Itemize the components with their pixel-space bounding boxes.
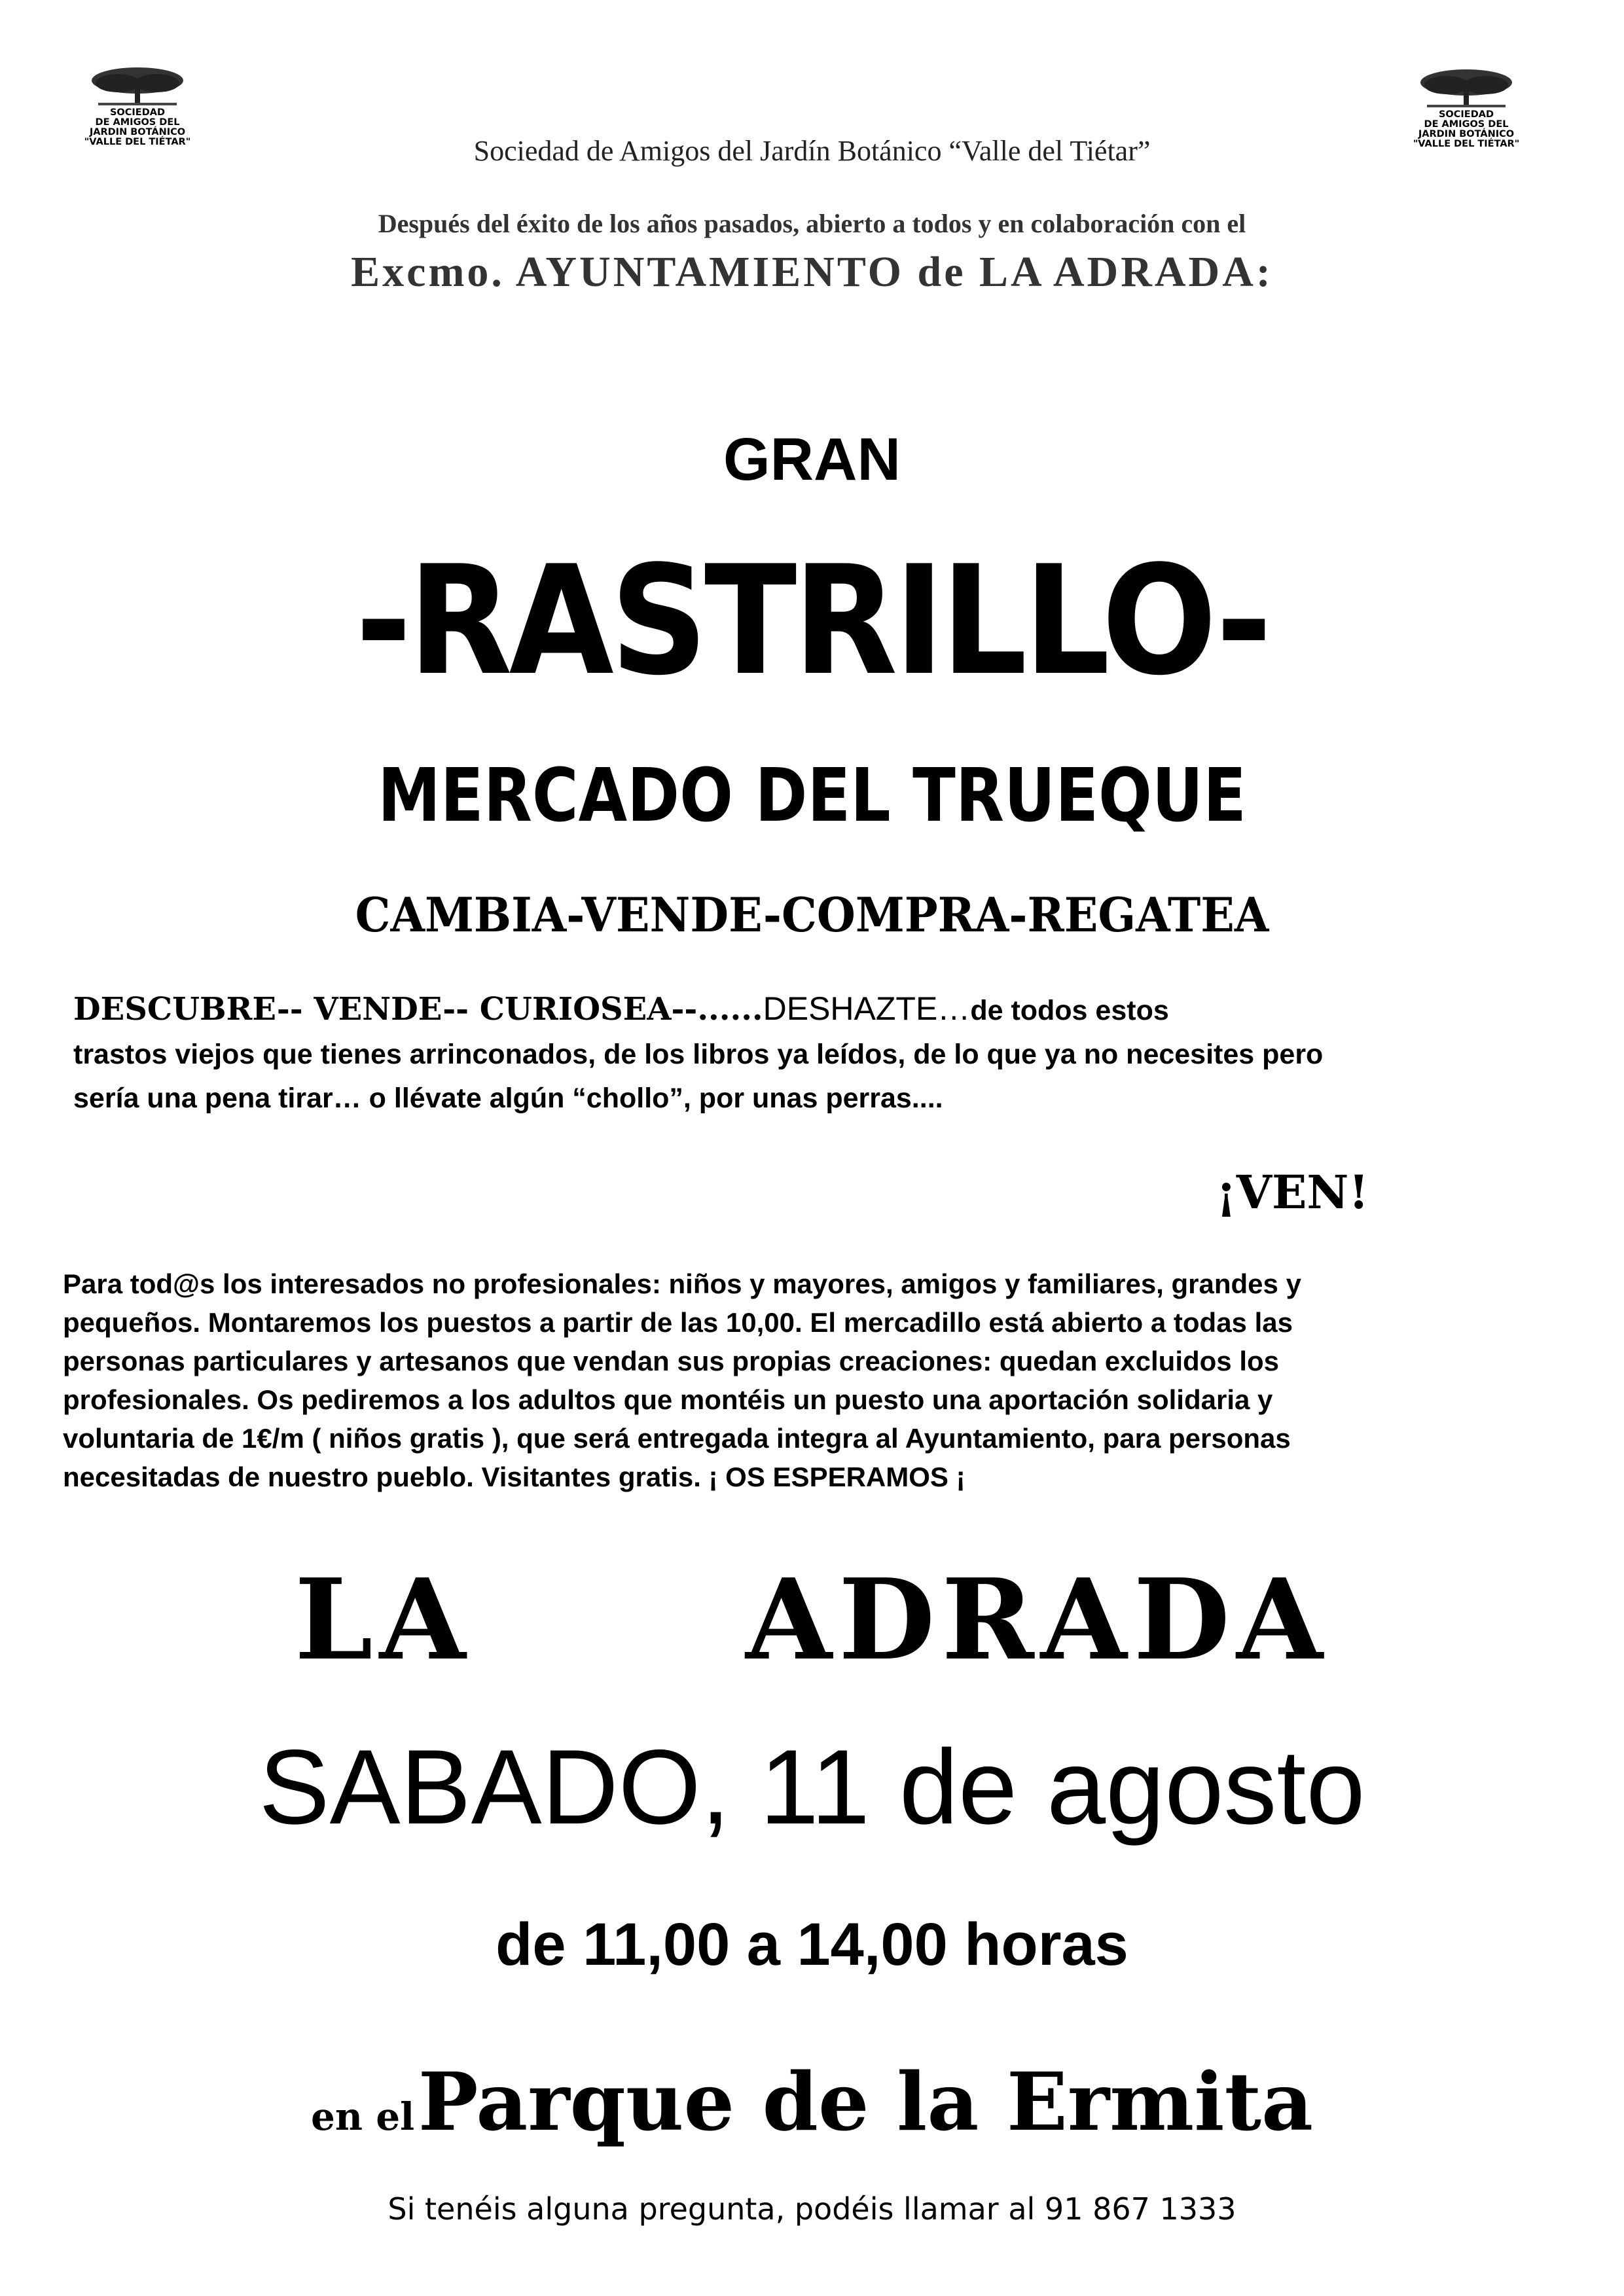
contact-info: Si tenéis alguna pregunta, podéis llamar al 91 867 1333 xyxy=(388,2191,1236,2227)
description-block xyxy=(73,987,1579,1121)
details-paragraph xyxy=(63,1265,1568,1496)
ayuntamiento-heading: Excmo. AYUNTAMIENTO de LA ADRADA: xyxy=(351,248,1273,296)
intro-text: Después del éxito de los años pasados, abierto a todos y en colaboración con el xyxy=(378,209,1246,238)
description-line: trastos viejos que tienes arrinconados, de los libros ya leídos, de lo que ya no necesites pero xyxy=(73,1039,1324,1070)
logo-line: DE AMIGOS DEL xyxy=(95,117,180,128)
details-line: profesionales. Os pediremos a los adultos que montéis un puesto una aportación solidaria y xyxy=(63,1384,1273,1415)
event-venue xyxy=(0,2054,1624,2149)
logo-line: SOCIEDAD xyxy=(109,107,165,118)
mercado-subtitle: MERCADO DEL TRUEQUE xyxy=(378,753,1246,838)
logo-line: JARDIN BOTÁNICO xyxy=(1418,129,1515,139)
logo-line: "VALLE DEL TIÉTAR" xyxy=(84,137,191,147)
logo-line: "VALLE DEL TIÉTAR" xyxy=(1413,139,1520,149)
cambia-tagline: CAMBIA-VENDE-COMPRA-REGATEA xyxy=(355,887,1269,942)
description-lead: DESCUBRE-- VENDE-- CURIOSEA--...... xyxy=(73,991,763,1028)
details-line: voluntaria de 1€/m ( niños gratis ), que será entregada integra al Ayuntamiento, para personas xyxy=(63,1423,1291,1454)
event-hours: de 11,00 a 14,00 horas xyxy=(496,1911,1128,1978)
details-line: pequeños. Montaremos los puestos a partir de las 10,00. El mercadillo está abierto a todas las xyxy=(63,1307,1293,1338)
society-name: Sociedad de Amigos del Jardín Botánico “Valle del Tiétar” xyxy=(473,135,1151,167)
venue-prefix: en el xyxy=(310,2094,415,2139)
venue-name: Parque de la Ermita xyxy=(418,2054,1314,2149)
details-line: necesitadas de nuestro pueblo. Visitantes gratis. ¡ OS ESPERAMOS ¡ xyxy=(63,1462,965,1492)
event-date: SABADO, 11 de agosto xyxy=(259,1728,1365,1846)
logo-line: JARDIN BOTÁNICO xyxy=(89,127,186,137)
details-line: Para tod@s los interesados no profesionales: niños y mayores, amigos y familiares, grandes y xyxy=(63,1268,1301,1299)
details-line: personas particulares y artesanos que vendan sus propias creaciones: quedan excluidos los xyxy=(63,1346,1280,1376)
event-place: LA ADRADA xyxy=(295,1554,1329,1685)
description-rest: de todos estos xyxy=(970,995,1169,1026)
logo-line: DE AMIGOS DEL xyxy=(1424,119,1509,130)
description-deshazte: DESHAZTE… xyxy=(763,990,971,1027)
gran-heading: GRAN xyxy=(723,426,901,493)
rastrillo-title: -RASTRILLO- xyxy=(355,534,1269,709)
description-line: sería una pena tirar… o llévate algún “chollo”, por unas perras.... xyxy=(73,1083,943,1114)
logo-line: SOCIEDAD xyxy=(1438,109,1494,120)
ven-callout: ¡VEN! xyxy=(1216,1165,1369,1219)
